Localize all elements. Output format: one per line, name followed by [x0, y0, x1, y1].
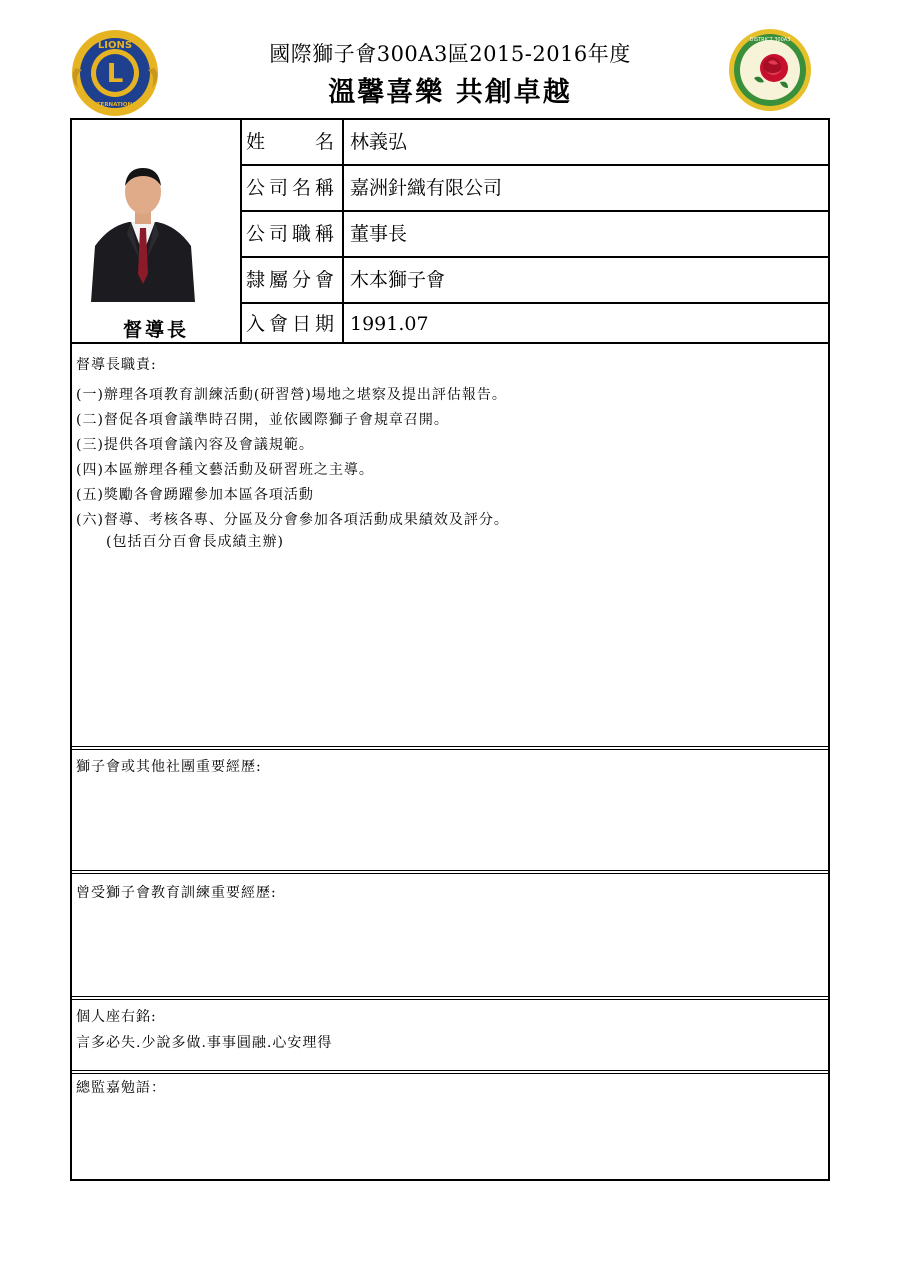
experience-title: 獅子會或其他社團重要經歷: [76, 759, 262, 775]
field-label-job-title: 公司職稱 [242, 212, 344, 256]
field-row-name [242, 120, 828, 166]
field-label-name: 姓 名 [242, 120, 344, 164]
field-row-join-date [242, 304, 828, 344]
lions-logo-letter: L [106, 59, 124, 89]
page-header [0, 0, 900, 120]
duty-item: (一)辦理各項教育訓練活動(研習營)場地之堪察及提出評估報告。 [76, 387, 507, 403]
field-label-company: 公司名稱 [242, 166, 344, 210]
member-portrait [89, 162, 197, 302]
duty-item: (六)督導、考核各專、分區及分會參加各項活動成果績效及評分。 [76, 512, 509, 528]
field-value-name: 林義弘 [350, 131, 408, 153]
training-section [72, 870, 828, 996]
seal-text: DISTRICT 300A3 [749, 37, 791, 43]
duties-title: 督導長職責: [76, 357, 157, 373]
duty-item: (五)獎勵各會踴躍參加本區各項活動 [76, 487, 314, 503]
motto-title: 個人座右銘: [76, 1009, 157, 1025]
lions-logo-top-text: LIONS [97, 40, 133, 51]
photo-cell [72, 120, 242, 342]
field-row-company [242, 166, 828, 212]
duty-item: (二)督促各項會議準時召開，並依國際獅子會規章召開。 [76, 412, 449, 428]
motto-section [72, 996, 828, 1072]
district-seal-logo [728, 28, 812, 112]
field-row-club [242, 258, 828, 304]
experience-section [72, 746, 828, 870]
training-title: 曾受獅子會教育訓練重要經歷: [76, 885, 277, 901]
field-value-company: 嘉洲針織有限公司 [350, 177, 503, 199]
duties-section [72, 342, 828, 748]
profile-sheet [70, 118, 830, 1181]
lions-logo-bottom-text: INTERNATIONAL [90, 102, 140, 108]
page-title-line2: 溫馨喜樂 共創卓越 [328, 77, 572, 108]
governor-section [72, 1070, 828, 1179]
duty-item: (包括百分百會長成績主辦) [76, 534, 284, 550]
field-value-job-title: 董事長 [350, 223, 408, 245]
field-label-club: 隸屬分會 [242, 258, 344, 302]
duty-item: (四)本區辦理各種文藝活動及研習班之主導。 [76, 462, 374, 478]
field-label-join-date: 入會日期 [242, 304, 344, 342]
page-title-line1: 國際獅子會300A3區2015-2016年度 [269, 42, 631, 66]
governor-title: 總監嘉勉語： [76, 1080, 166, 1096]
field-value-join-date: 1991.07 [350, 313, 429, 335]
field-row-job-title [242, 212, 828, 258]
field-value-club: 木本獅子會 [350, 269, 446, 291]
duty-item: (三)提供各項會議內容及會議規範。 [76, 437, 314, 453]
motto-text: 言多必失.少說多做.事事圓融.心安理得 [76, 1035, 333, 1051]
position-caption: 督導長 [122, 319, 189, 341]
